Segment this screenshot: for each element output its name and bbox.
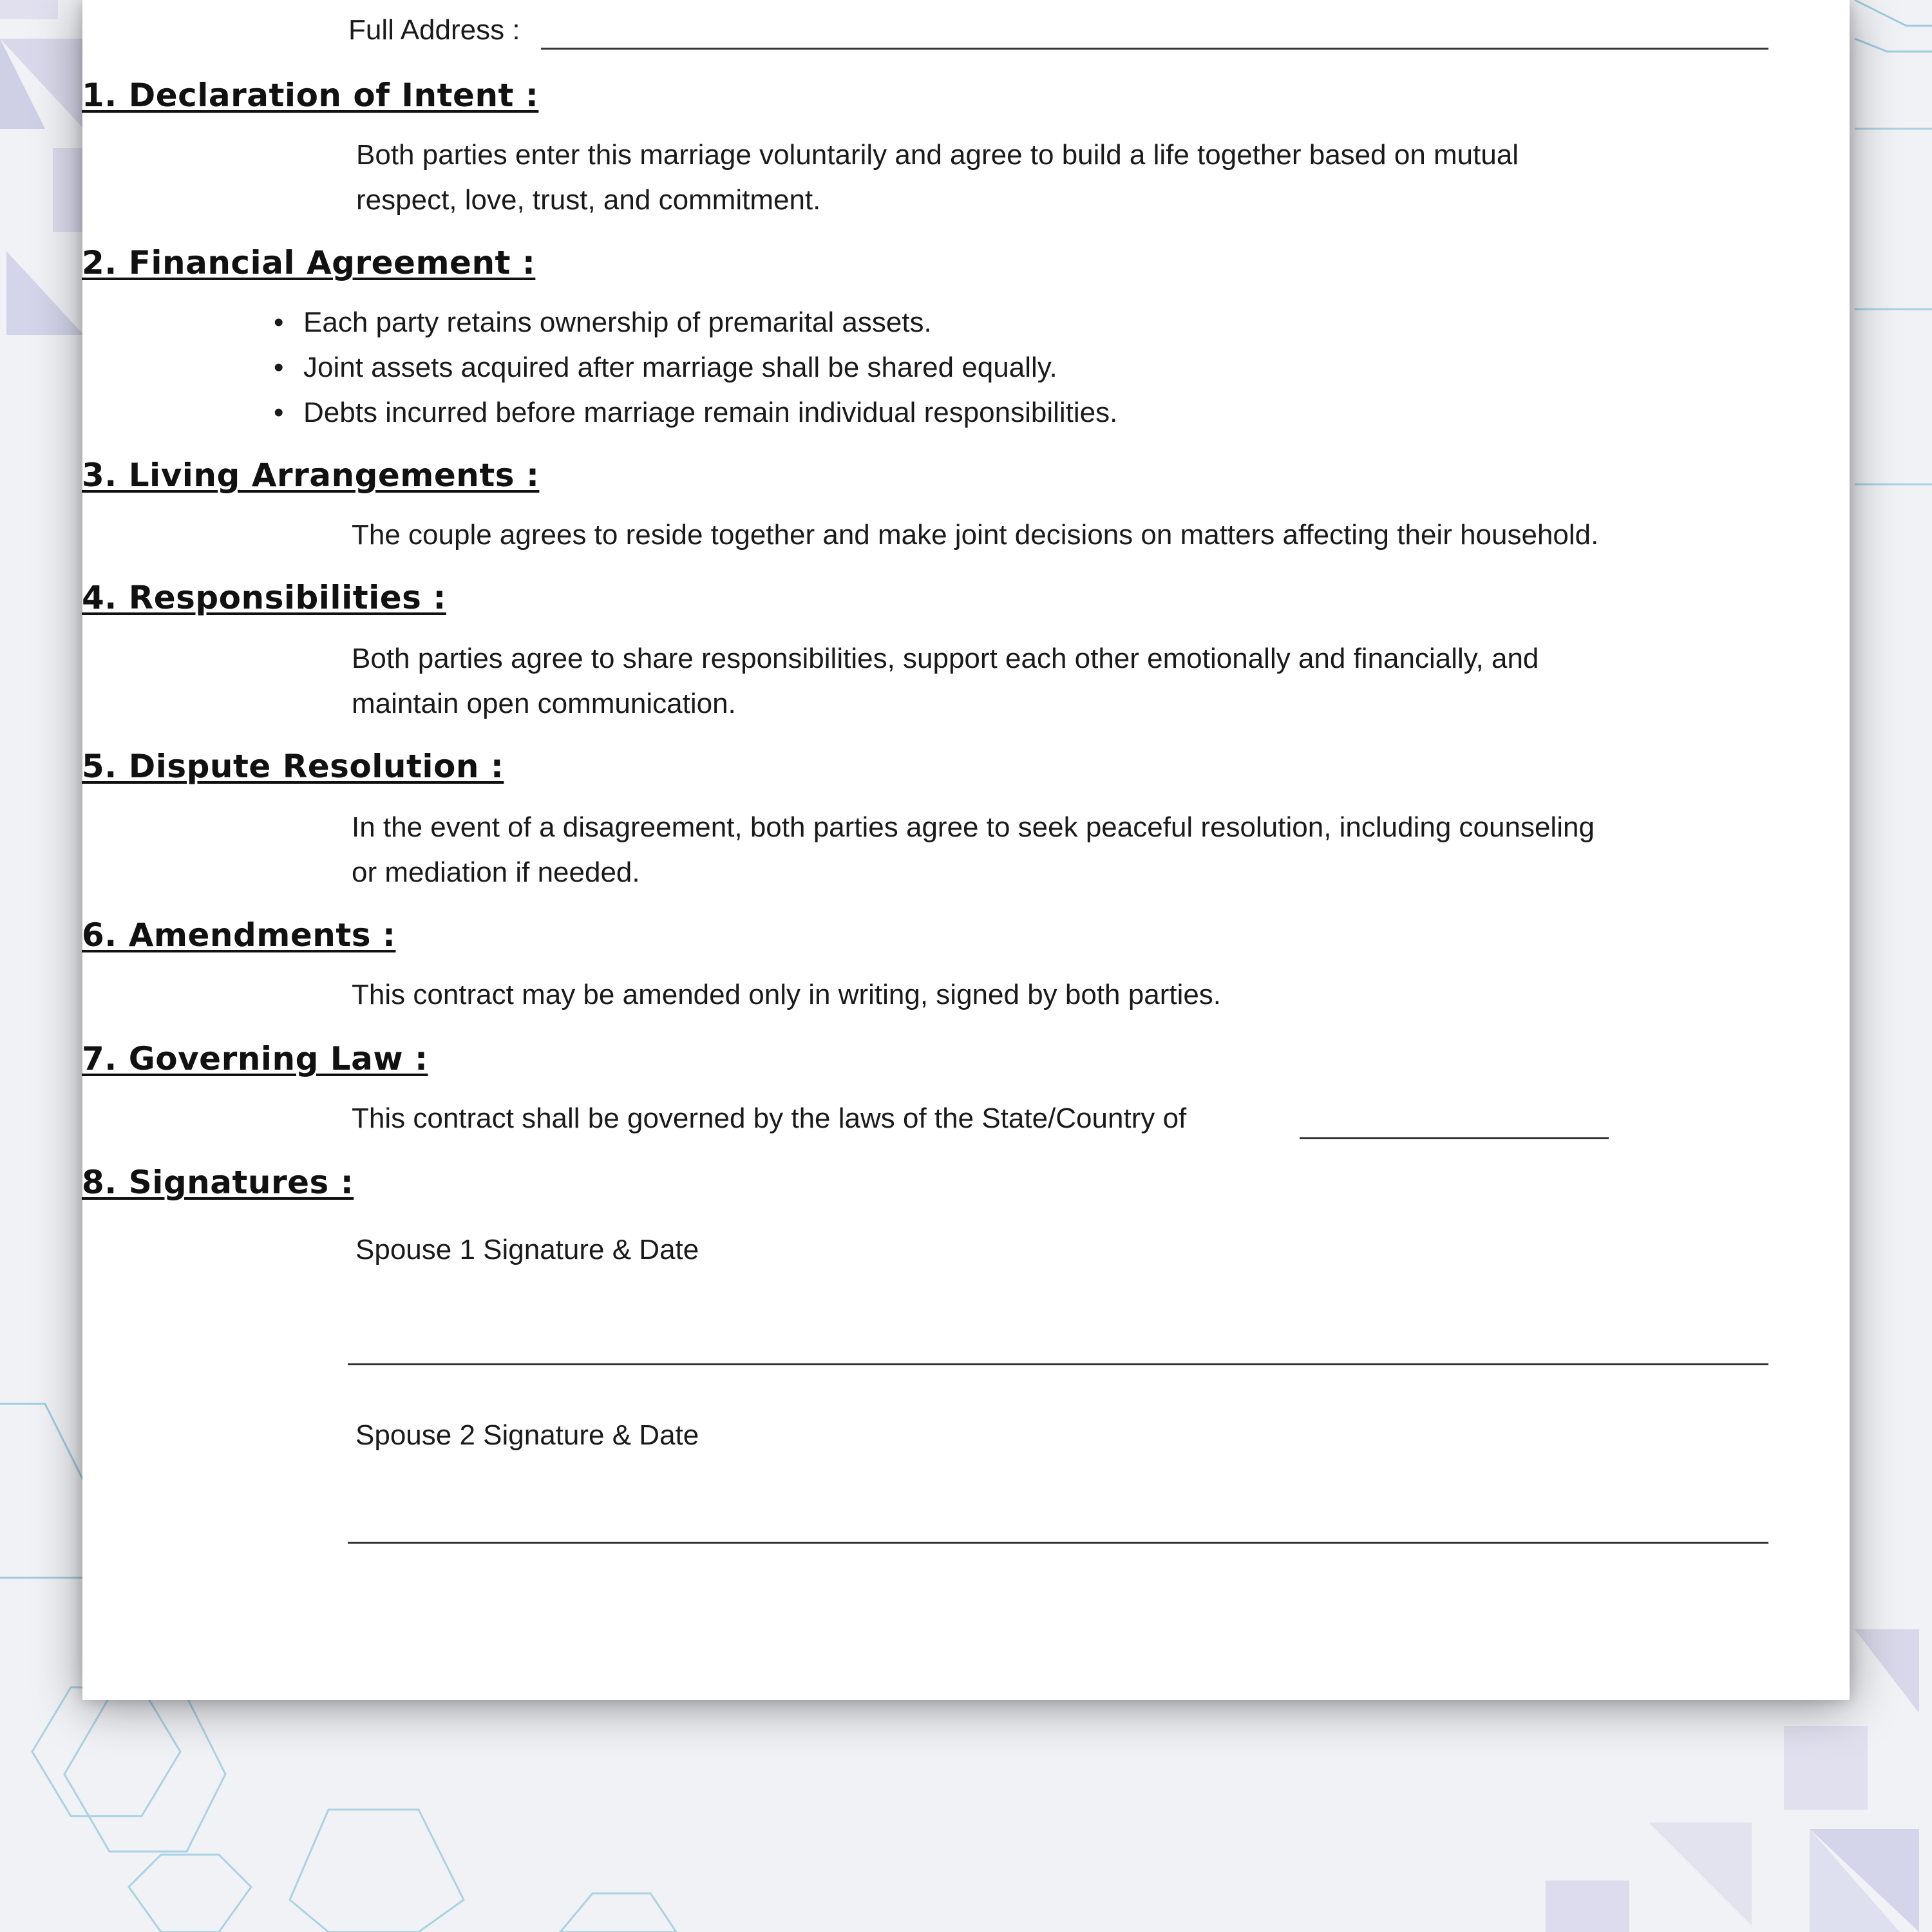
section-heading-amendments: 6. Amendments : (82, 916, 396, 954)
section-text-amendments: This contract may be amended only in writing, signed by both parties. (352, 979, 1222, 1010)
section-heading-responsibilities: 4. Responsibilities : (82, 579, 446, 616)
bullet-icon: • (274, 352, 284, 383)
section-heading-signatures: 8. Signatures : (82, 1164, 354, 1201)
spouse1-signature-label: Spouse 1 Signature & Date (355, 1234, 699, 1265)
list-item: • Debts incurred before marriage remain individual responsibilities. (274, 390, 1117, 435)
financial-bullet-list (274, 300, 1117, 435)
section-heading-living: 3. Living Arrangements : (82, 457, 540, 494)
section-heading-dispute: 5. Dispute Resolution : (82, 748, 504, 785)
bullet-icon: • (274, 397, 284, 428)
section-heading-governing-law: 7. Governing Law : (82, 1040, 428, 1077)
section-text-dispute-2: or mediation if needed. (352, 857, 640, 888)
section-text-living: The couple agrees to reside together and make joint decisions on matters affecting their household. (352, 519, 1599, 551)
full-address-line[interactable] (541, 48, 1768, 50)
section-text-responsibilities-1: Both parties agree to share responsibilities, support each other emotionally and financially, and (352, 643, 1539, 674)
bullet-icon: • (274, 307, 284, 338)
section-heading-financial: 2. Financial Agreement : (82, 244, 536, 281)
list-item: • Joint assets acquired after marriage shall be shared equally. (274, 345, 1117, 390)
section-text-responsibilities-2: maintain open communication. (352, 688, 736, 719)
governing-law-blank-line[interactable] (1300, 1137, 1609, 1139)
section-text-declaration-2: respect, love, trust, and commitment. (356, 184, 821, 216)
list-item: • Each party retains ownership of premarital assets. (274, 300, 1117, 345)
section-text-dispute-1: In the event of a disagreement, both parties agree to seek peaceful resolution, including counseling (352, 811, 1595, 843)
section-text-declaration-1: Both parties enter this marriage voluntarily and agree to build a life together based on mutual (356, 139, 1519, 171)
full-address-label: Full Address : (348, 14, 520, 46)
spouse2-signature-label: Spouse 2 Signature & Date (355, 1419, 699, 1451)
spouse1-signature-line[interactable] (348, 1363, 1768, 1365)
section-heading-declaration: 1. Declaration of Intent : (82, 77, 539, 114)
section-text-governing-law: This contract shall be governed by the laws of the State/Country of (352, 1103, 1187, 1134)
spouse2-signature-line[interactable] (348, 1542, 1768, 1544)
